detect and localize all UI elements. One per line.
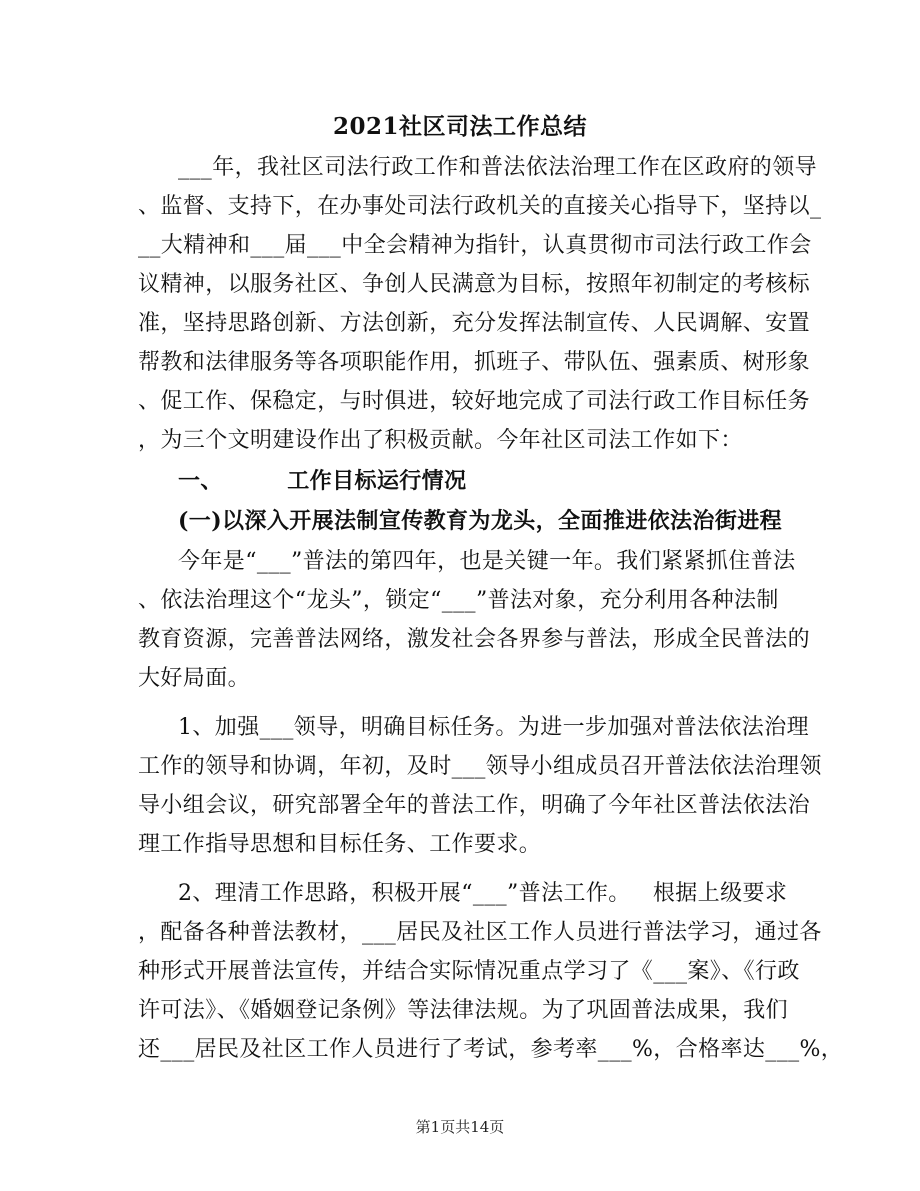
paragraph-line: 、监督、支持下，在办事处司法行政机关的直接关心指导下，坚持以_ — [138, 194, 822, 219]
paragraph-line: 帮教和法律服务等各项职能作用，抓班子、带队伍、强素质、树形象 — [138, 350, 811, 375]
paragraph-line: __大精神和___届___中全会精神为指针，认真贯彻市司法行政工作会 — [138, 233, 812, 258]
paragraph-line: 教育资源，完善普法网络，激发社会各界参与普法，形成全民普法的 — [138, 627, 811, 652]
paragraph-line: ，配备各种普法教材，___居民及社区工作人员进行普法学习，通过各 — [138, 920, 822, 945]
paragraph-line: 还___居民及社区工作人员进行了考试，参考率___%，合格率达___%， — [138, 1037, 844, 1062]
paragraph-line: 理工作指导思想和目标任务、工作要求。 — [138, 832, 542, 857]
paragraph-line: 许可法》、《婚姻登记条例》等法律法规。为了巩固普法成果，我们 — [138, 998, 789, 1023]
page-number: 第1页共14页 — [415, 1118, 505, 1136]
paragraph-line: ，为三个文明建设作出了积极贡献。今年社区司法工作如下： — [138, 428, 743, 453]
document-title: 2021社区司法工作总结 — [332, 113, 587, 140]
paragraph-line: 议精神，以服务社区、争创人民满意为目标，按照年初制定的考核标 — [138, 272, 811, 297]
section-heading: 一、 工作目标运行情况 — [178, 468, 467, 494]
paragraph-line: 、依法治理这个“龙头”，锁定“___”普法对象，充分利用各种法制 — [138, 588, 779, 613]
paragraph-line: 2、理清工作思路，积极开展“___”普法工作。 根据上级要求 — [178, 881, 788, 906]
paragraph-line: 种形式开展普法宣传，并结合实际情况重点学习了《___案》、《行政 — [138, 959, 800, 984]
paragraph-line: ___年，我社区司法行政工作和普法依法治理工作在区政府的领导 — [178, 155, 818, 180]
paragraph-line: 1、加强___领导，明确目标任务。为进一步加强对普法依法治理 — [178, 715, 809, 740]
paragraph-line: 今年是“___”普法的第四年，也是关键一年。我们紧紧抓住普法 — [178, 549, 796, 574]
paragraph-line: 、促工作、保稳定，与时俱进，较好地完成了司法行政工作目标任务 — [138, 389, 811, 414]
paragraph-line: 准，坚持思路创新、方法创新，充分发挥法制宣传、人民调解、安置 — [138, 311, 811, 336]
paragraph-line: 导小组会议，研究部署全年的普法工作，明确了今年社区普法依法治 — [138, 793, 811, 818]
subsection-heading: (一)以深入开展法制宣传教育为龙头，全面推进依法治街进程 — [178, 508, 783, 534]
paragraph-line: 工作的领导和协调，年初，及时___领导小组成员召开普法依法治理领 — [138, 754, 822, 779]
paragraph-line: 大好局面。 — [138, 666, 251, 691]
